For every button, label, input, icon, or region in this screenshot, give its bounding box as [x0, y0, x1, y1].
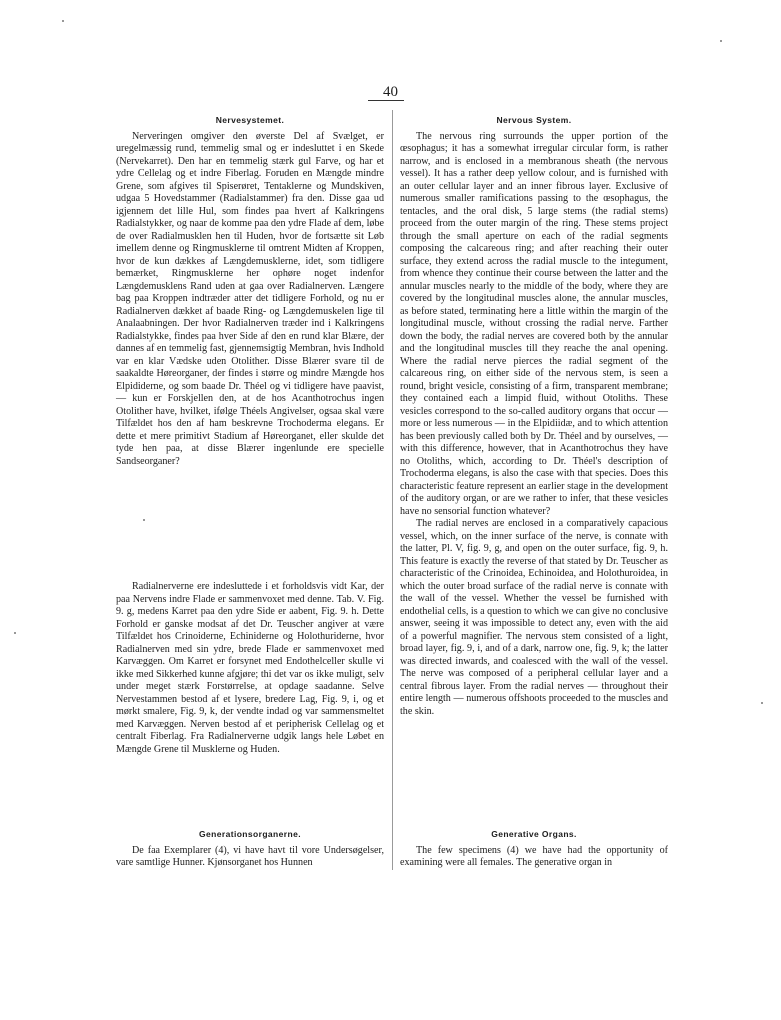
header-rule	[368, 100, 404, 101]
danish-column	[116, 114, 384, 468]
scan-speck	[14, 632, 16, 634]
english-paragraph-generative: The few specimens (4) we have had the opportunity of examining were all females. The generative organ in	[400, 844, 668, 868]
scan-speck	[720, 40, 722, 42]
danish-paragraph-nerve-ring: Nerveringen omgiver den øverste Del af Svælget, er uregelmæssig rund, temmelig smal og er indesluttet i en Skede (Nervekarret). Den har en temmelig stærk gul Farve, og har et ydre Cellelag og et indre Fiberlag. Foruden en Mængde mindre Grene, som afgives til Spiserøret, Tentaklerne og Mundskiven, udgaa 5 Hovedstammer (Radialstammer) fra den. Disse gaa ud igjennem det lille Hul, som findes paa hvert af Kalkringens Radialstykker, og naar de komme paa den ydre Flade af dem, løbe de over Radialmusklen hen til Huden, hvor de fortsætte sit Løb imellem denne og Ringmusklerne til omtrent Midten af Kroppen, hvor de kun dækkes af Længdemusklerne, idet, som tidligere bemærket, Ringmusklerne her ophøre noget indenfor Længdemusklens Rand uden at gaa over Radialnerven. Længere bag paa Kroppen indtræder atter det tidligere Forhold, og nu er Radialnerven dækket af baade Ring- og Længdemuskelen lige til Analaabningen. Der hvor Radialnerven træder ind i Kalkringens Radialstykke, findes paa hver Side af den en rund klar Blære, der dannes af en temmelig fast, gjennemsigtig Membran, hvis Indhold var en klar Vædske uden Otolither. Disse Blærer svare til de saakaldte Høreorganer, der findes i større og mindre Mængde hos Elpididerne, og som baade Dr. Théel og vi tidligere have paavist, — kun er Forskjellen den, at de hos Acanthotrochus ingen Otolither have, hvilket, ifølge Théels Angivelser, ogsaa skal være Tilfældet hos den af ham beskrevne Trochoderma elegans. Er dette et mere primitivt Stadium af Høreorganet, eller skulde det tyde hen paa, at disse Blærer ingenlunde ere specielle Sandseorganer?	[116, 130, 384, 467]
scan-speck	[761, 702, 763, 704]
english-column	[400, 114, 668, 718]
scan-speck	[62, 20, 64, 22]
column-divider	[392, 110, 393, 870]
danish-column-generative	[116, 828, 384, 870]
page-number: 40	[383, 84, 398, 100]
english-paragraph-nerve-ring: The nervous ring surrounds the upper portion of the œsophagus; it has a somewhat irregular circular form, is rather narrow, and is enclosed in a membranous sheath (the nervous vessel). It has a rather deep yellow colour, and is furnished with an outer cellular layer and an inner fibrous layer. Exclusive of numerous smaller ramifications passing to the œsophagus, the tentacles, and the oral disk, 5 large stems (the radial stems) proceed from the outer margin of the ring. These stems project through the small aperture on each of the radial segments composing the calcareous ring; and after reaching their outer surface, they extend across the radial muscle to the integument, from whence they continue their course between the latter and the annular muscles nearly to the middle of the body, where they are covered by the longitudinal muscles alone, the annular muscles, as before stated, terminating here a little within the margin of the longitudinal muscle, without crossing the radial nerve. Farther down the body, the radial nerves are covered both by the annular and the longitudinal muscles till they reache the anal opening. Where the radial nerve pierces the radial segment of the calcareous ring, on either side of the nervous stem, is seen a round, bright vesicle, consisting of a firm, transparent membrane; they contained each a limpid fluid, without Otoliths. These vesicles correspond to the so-called auditory organs that occur — more or less numerous — in the Elpidiidæ, and to which attention has been previously called both by Dr. Théel and by ourselves, — with this difference, however, that in Acanthotrochus they have no Otoliths, which, according to Dr. Théel's description of Trochoderma elegans, is also the case with that species. Does this characteristic feature represent an earlier stage in the development of the auditory organ, or are we rather to infer, that these vesicles have no sensorial function whatever?	[400, 130, 668, 517]
scan-speck	[143, 519, 145, 521]
danish-paragraph-radial-nerves: Radialnerverne ere indesluttede i et forholdsvis vidt Kar, der paa Nervens indre Flade er sammenvoxet med denne. Tab. V. Fig. 9. g, medens Karret paa den ydre Side er aabent, Fig. 9. h. Dette Forhold er ganske modsat af det Dr. Teuscher angiver at være Tilfældet hos Crinoiderne, Echiniderne og Holothuriderne, hvor Radialnerven med sin ydre, brede Flade er sammenvoxet med Karvæggen. Om Karret er forsynet med Endothelceller skulle vi ikke med Sikkerhed kunne afgjøre; thi det var os ikke muligt, selv under meget stærk Forstørrelse, at opdage saadanne. Selve Nervestammen bestod af et lysere, bredere Lag, Fig. 9, i, og et mørkt smalere, Fig. 9, k, der vendte indad og var sammensmeltet med Karvæggen. Nerven bestod af et peripherisk Cellelag og et centralt Fiberlag. Fra Radialnerverne udgik langs hele Løbet en Mængde Grene til Musklerne og Huden.	[116, 581, 384, 755]
danish-column-radial	[116, 581, 384, 756]
danish-heading-generative-organs: Generationsorganerne.	[199, 829, 301, 839]
danish-heading-nervous-system: Nervesystemet.	[215, 115, 285, 125]
english-heading-generative-organs: Generative Organs.	[491, 829, 577, 839]
english-heading-nervous-system: Nervous System.	[496, 115, 572, 125]
english-paragraph-radial-nerves: The radial nerves are enclosed in a comparatively capacious vessel, which, on the inner surface of the nerve, is connate with the latter, Pl. V, fig. 9, g, and open on the outer surface, fig. 9, h. This feature is exactly the reverse of that stated by Dr. Teuscher as characteristic of the Crinoidea, Echinoidea, and Holothuroidea, in which the outer broad surface of the radial nerve is connate with the wall of the vessel. Whether the vessel be furnished with endothelial cells, is a question to which we can give no conclusive answer, seeing it was impossible to detect any, even with the aid of a powerful magnifier. The nervous stem consisted of a light, broad layer, fig. 9, i, and of a dark, narrow one, fig. 9, k; the latter was directed inwards, and coalesced with the wall of the vessel. The nerve was composed of a peripheral cellular layer and a central fibrous layer. From the radial nerves — throughout their entire length — numerous offshoots proceeded to the muscles and the skin.	[400, 518, 668, 717]
danish-paragraph-generative: De faa Exemplarer (4), vi have havt til vore Undersøgelser, vare samtlige Hunner. Kjønsorganet hos Hunnen	[116, 844, 384, 868]
english-column-generative	[400, 828, 668, 870]
